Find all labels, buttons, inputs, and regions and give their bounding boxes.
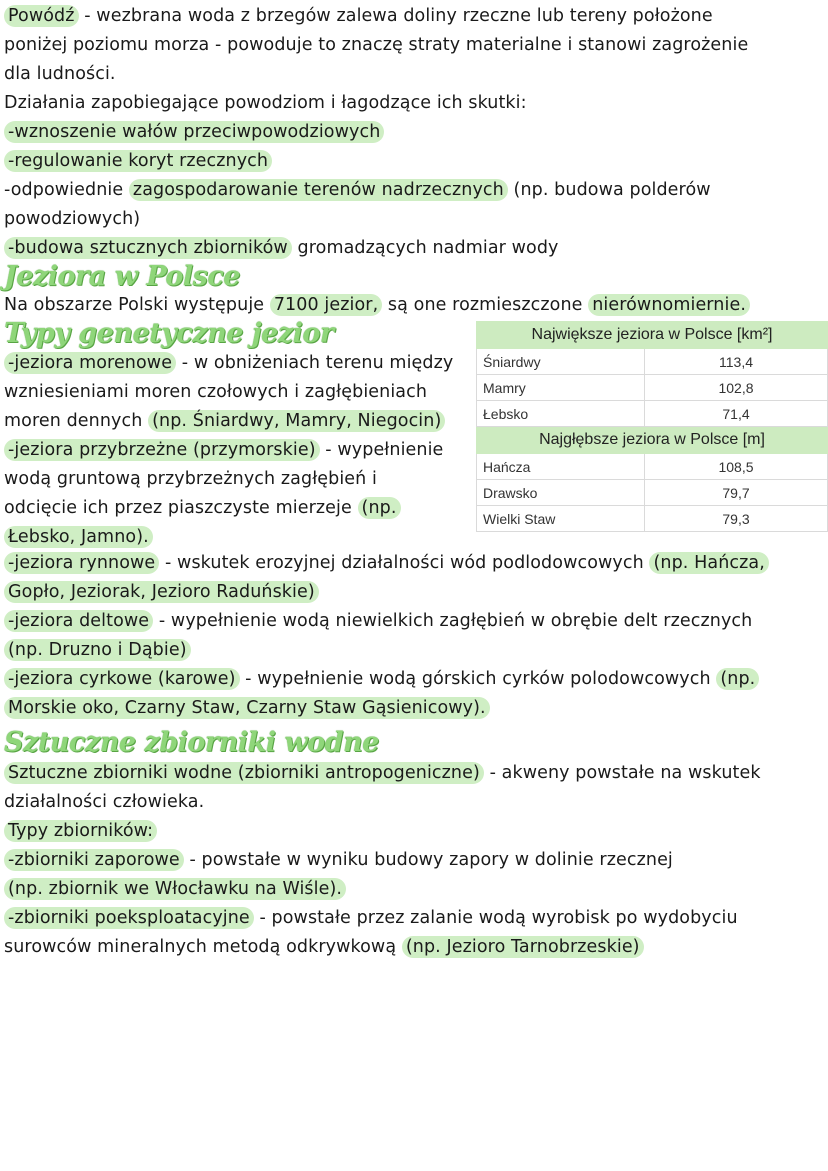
- lake-name: Drawsko: [477, 480, 645, 506]
- rynnowe-2: [4, 578, 319, 607]
- deepest-header: Najgłębsze jeziora w Polsce [m]: [477, 427, 828, 454]
- lakes-pre: Na obszarze Polski występuje: [4, 295, 270, 315]
- table-row: [477, 349, 828, 375]
- przybrzezne-examples: Łebsko, Jamno).: [4, 526, 153, 548]
- przybrzezne-hl: -jeziora przybrzeżne (przymorskie): [4, 439, 320, 461]
- zaporowe-example: (np. zbiornik we Włocławku na Wiśle).: [4, 878, 346, 900]
- bullet-3-pre: -odpowiednie: [4, 180, 129, 200]
- przybrzezne-rest: - wypełnienie: [319, 440, 444, 460]
- lakes-table: [476, 321, 828, 532]
- bullet-2: [4, 147, 272, 176]
- bullet-1: [4, 118, 384, 147]
- przybrzezne-2: wodą gruntową przybrzeżnych zagłębień i: [4, 469, 377, 489]
- przybrzezne-4: [4, 523, 153, 552]
- cyrkowe-hl: -jeziora cyrkowe (karowe): [4, 668, 240, 690]
- intro-line-3: dla ludności.: [4, 64, 116, 84]
- table-row: [477, 454, 828, 480]
- artificial-def-rest: - akweny powstałe na wskutek: [483, 763, 761, 783]
- przybrzezne-3-pre: odcięcie ich przez piaszczyste mierzeje: [4, 498, 358, 518]
- poeksploatacyjne-2: [4, 933, 644, 962]
- deltowe-2: [4, 636, 191, 665]
- zaporowe-2: [4, 875, 346, 904]
- morenowe-3: [4, 407, 445, 436]
- table-row: [477, 506, 828, 532]
- morenowe-rest: - w obniżeniach terenu między: [176, 353, 454, 373]
- heading-typy-genetyczne: Typy genetyczne jezior: [4, 318, 334, 349]
- bullet-1-text: -wznoszenie wałów przeciwpowodziowych: [4, 121, 384, 143]
- bullet-3-hl: zagospodarowanie terenów nadrzecznych: [129, 179, 508, 201]
- poeksploatacyjne-rest: - powstałe przez zalanie wodą wyrobisk po wydobyciu: [253, 908, 738, 928]
- heading-sztuczne: Sztuczne zbiorniki wodne: [4, 727, 379, 758]
- poeksploatacyjne-example: (np. Jezioro Tarnobrzeskie): [402, 936, 644, 958]
- rynnowe-1: [4, 549, 769, 578]
- lake-value: 108,5: [645, 454, 828, 480]
- lake-name: Śniardwy: [477, 349, 645, 375]
- term-powodz: Powódź: [4, 5, 79, 27]
- types-label: Typy zbiorników:: [4, 820, 157, 842]
- bullet-3-cont: powodziowych): [4, 209, 141, 229]
- morenowe-2: wzniesieniami moren czołowych i zagłębieniach: [4, 382, 428, 402]
- zaporowe-hl: -zbiorniki zaporowe: [4, 849, 184, 871]
- bullet-4-post: gromadzących nadmiar wody: [291, 238, 559, 258]
- cyrkowe-rest: - wypełnienie wodą górskich cyrków polodowcowych: [239, 669, 717, 689]
- intro-text: - wezbrana woda z brzegów zalewa doliny rzeczne lub tereny położone: [78, 6, 713, 26]
- table-row: [477, 375, 828, 401]
- lakes-count: 7100 jezior,: [270, 294, 382, 316]
- artificial-def-hl: Sztuczne zbiorniki wodne (zbiorniki antropogeniczne): [4, 762, 484, 784]
- rynnowe-ex: (np. Hańcza,: [649, 552, 768, 574]
- table-row: [477, 480, 828, 506]
- lake-value: 113,4: [645, 349, 828, 375]
- deltowe-examples: (np. Druzno i Dąbie): [4, 639, 191, 661]
- lakes-mid: są one rozmieszczone: [382, 295, 589, 315]
- lake-value: 71,4: [645, 401, 828, 427]
- cyrkowe-examples: Morskie oko, Czarny Staw, Czarny Staw Gąsienicowy).: [4, 697, 490, 719]
- bullet-4: [4, 234, 559, 263]
- morenowe-hl: -jeziora morenowe: [4, 352, 176, 374]
- morenowe-examples: (np. Śniardwy, Mamry, Niegocin): [148, 410, 445, 432]
- deltowe-1: [4, 607, 752, 636]
- lake-name: Hańcza: [477, 454, 645, 480]
- morenowe-1: [4, 349, 453, 378]
- cyrkowe-2: [4, 694, 490, 723]
- rynnowe-examples: Gopło, Jeziorak, Jezioro Raduńskie): [4, 581, 319, 603]
- lakes-sentence: [4, 291, 750, 320]
- rynnowe-rest: - wskutek erozyjnej działalności wód podlodowcowych: [159, 553, 650, 573]
- lake-name: Mamry: [477, 375, 645, 401]
- artificial-1: [4, 759, 761, 788]
- heading-jeziora: Jeziora w Polsce: [4, 261, 240, 292]
- intro-line-2: poniżej poziomu morza - powoduje to znaczę straty materialne i stanowi zagrożenie: [4, 35, 749, 55]
- artificial-2: działalności człowieka.: [4, 792, 205, 812]
- zaporowe-rest: - powstałe w wyniku budowy zapory w dolinie rzecznej: [183, 850, 673, 870]
- poeksploatacyjne-pre: surowców mineralnych metodą odkrywkową: [4, 937, 402, 957]
- largest-header: Największe jeziora w Polsce [km²]: [477, 322, 828, 349]
- deltowe-hl: -jeziora deltowe: [4, 610, 153, 632]
- lake-value: 102,8: [645, 375, 828, 401]
- lake-name: Wielki Staw: [477, 506, 645, 532]
- intro-line-4: Działania zapobiegające powodziom i łagodzące ich skutki:: [4, 93, 527, 113]
- table-row: [477, 401, 828, 427]
- poeksploatacyjne-hl: -zbiorniki poeksploatacyjne: [4, 907, 254, 929]
- bullet-3-post: (np. budowa polderów: [507, 180, 711, 200]
- bullet-4-hl: -budowa sztucznych zbiorników: [4, 237, 292, 259]
- deltowe-rest: - wypełnienie wodą niewielkich zagłębień w obrębie delt rzecznych: [153, 611, 753, 631]
- intro-line-1: [4, 2, 713, 31]
- zaporowe-1: [4, 846, 673, 875]
- bullet-2-text: -regulowanie koryt rzecznych: [4, 150, 272, 172]
- poeksploatacyjne-1: [4, 904, 738, 933]
- lake-value: 79,3: [645, 506, 828, 532]
- bullet-3: [4, 176, 711, 205]
- lake-value: 79,7: [645, 480, 828, 506]
- morenowe-3-pre: moren dennych: [4, 411, 149, 431]
- cyrkowe-1: [4, 665, 759, 694]
- przybrzezne-np: (np.: [358, 497, 401, 519]
- przybrzezne-1: [4, 436, 443, 465]
- artificial-3: [4, 817, 157, 846]
- przybrzezne-3: [4, 494, 401, 523]
- lakes-hl: nierównomiernie.: [588, 294, 750, 316]
- lake-name: Łebsko: [477, 401, 645, 427]
- cyrkowe-ex: (np.: [716, 668, 759, 690]
- rynnowe-hl: -jeziora rynnowe: [4, 552, 159, 574]
